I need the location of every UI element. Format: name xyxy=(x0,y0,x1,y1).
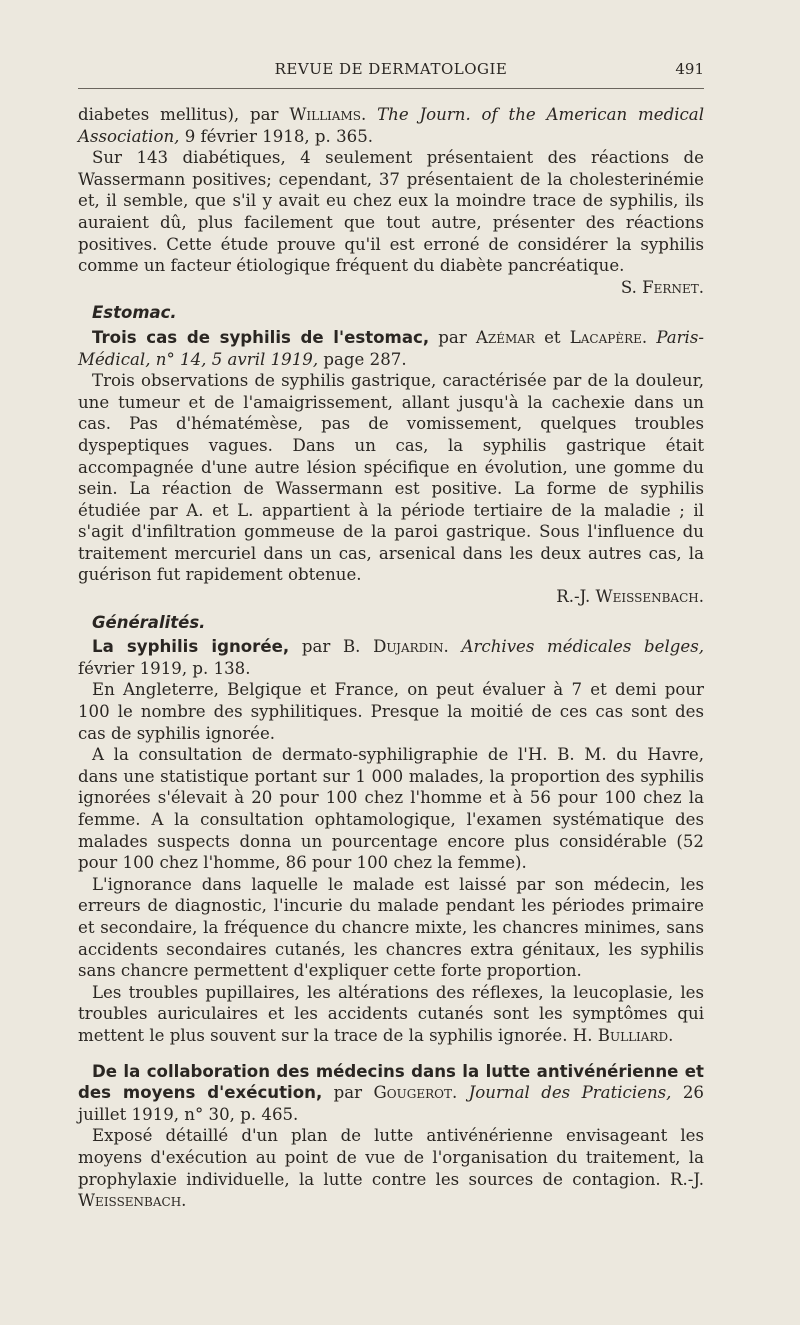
page-header xyxy=(78,58,704,89)
entry-citation xyxy=(78,1061,704,1126)
signature xyxy=(78,586,704,608)
citation-by: par xyxy=(289,637,343,657)
intro-abstract xyxy=(78,147,704,277)
citation-by: par xyxy=(322,1083,374,1103)
entry-ref: page 287. xyxy=(318,349,407,369)
section-heading-generalites: Généralités. xyxy=(92,612,206,632)
section-heading-estomac: Estomac. xyxy=(92,303,177,323)
entry-author: Azémar xyxy=(475,327,535,347)
entry-abstract-final xyxy=(78,1125,704,1211)
entry-journal: Archives médicales belges, xyxy=(461,637,704,657)
citation-text: diabetes mellitus), par xyxy=(78,105,290,124)
entry-paragraph-final xyxy=(78,982,704,1047)
entry-paragraph: L'ignorance dans laquelle le malade est laissé par son médecin, les erreurs de diagnostic, l'incurie du malade pendant les périodes primaire et secondaire, la fréquence du chancre mixte, les chancres minimes, sans accidents secondaires cutanés, les chancres extra génitaux, les syphilis sans chancre permettent d'expliquer cette forte proportion. xyxy=(78,874,704,981)
citation-author: Williams xyxy=(289,105,361,124)
entry-abstract: Trois observations de syphilis gastrique, caractérisée par de la douleur, une tumeur et de l'amaigrissement, allant jusqu'à la cachexie dans un cas. Pas d'hématémèse, pas de vomissement, quelques troubles dyspeptiques vagues. Dans un cas, la syphilis gastrique était accompagnée d'une autre lésion spécifique en évolution, une gomme du sein. La réaction de Wassermann est positive. La forme de syphilis étudiée par A. et L. appartient à la période tertiaire de la maladie ; il s'agit d'infiltration gommeuse de la paroi gastrique. Sous l'influence du traitement mercuriel dans un cas, arsenical dans les deux autres cas, la guérison fut rapidement obtenue. xyxy=(78,371,704,585)
entry-paragraph: En Angleterre, Belgique et France, on peut évaluer à 7 et demi pour 100 le nombre des syphilitiques. Presque la moitié de ces cas sont des cas de syphilis ignorée. xyxy=(78,680,704,743)
signature-text: S. Fernet. xyxy=(620,277,704,297)
entry-author: Gougerot xyxy=(373,1083,452,1103)
entry-title: Trois cas de syphilis de l'estomac, xyxy=(92,327,430,347)
entry-ref: 26 juillet 1919, n° 30, p. 465. xyxy=(78,1083,704,1124)
abstract-text: Sur 143 diabétiques, 4 seulement présentaient des réactions de Wassermann positives; cependant, 37 présentaient de la cholesterinémie et, il semble, que s'il y avait eu chez eux la moindre trace de syphilis, ils auraient dû, plus facilement que tout autre, présenter des réactions positives. Cette étude prouve qu'il est erroné de considérer la syphilis comme un facteur étiologique fréquent du diabète pancréatique. xyxy=(78,148,704,276)
entry-title: La syphilis ignorée, xyxy=(92,637,290,657)
signature-text: R.-J. Weissenbach. xyxy=(556,587,704,607)
spacer xyxy=(78,1047,704,1061)
entry-author: B. Dujardin xyxy=(342,637,444,657)
citation-by: par xyxy=(429,327,476,347)
citation-sep: . xyxy=(443,637,462,657)
entry-ref: février 1919, p. 138. xyxy=(78,658,251,678)
signature xyxy=(78,277,704,299)
entry-paragraph: A la consultation de dermato-syphiligraphie de l'H. B. M. du Havre, dans une statistique portant sur 1 000 malades, la proportion des syphilis ignorées s'élevait à 20 pour 100 chez l'homme et à 56 pour 100 chez la femme. A la consultation ophtamologique, l'examen systématique des malades suspects donna un pourcentage encore plus considérable (52 pour 100 chez l'homme, 86 pour 100 chez la femme). xyxy=(78,745,704,873)
signature-text: R.-J. Weissenbach. xyxy=(78,1169,704,1211)
paragraph-text: Les troubles pupillaires, les altérations des réflexes, la leucoplasie, les troubles auriculaires et les accidents cutanés sont les symptômes qui mettent le plus souvent sur la trace de la syphilis ignorée. xyxy=(78,982,704,1045)
entry-citation xyxy=(78,327,704,370)
running-title: REVUE DE DERMATOLOGIE xyxy=(274,60,508,78)
entry-citation xyxy=(78,636,704,679)
citation-and: et xyxy=(534,327,570,347)
citation-date: 9 février 1918, p. 365. xyxy=(179,126,374,146)
page-body xyxy=(78,104,704,1212)
abstract-text: Exposé détaillé d'un plan de lutte antivénérienne envisageant les moyens d'exécution au point de vue de l'organisation du traitement, la prophylaxie individuelle, la lutte contre les sources de contagion. xyxy=(78,1126,704,1189)
citation-sep: . xyxy=(641,327,657,347)
entry-journal: Journal des Praticiens, xyxy=(468,1083,672,1103)
citation-journal: The Journ. of the American medical Association, xyxy=(78,105,704,146)
entry-title: De la collaboration des médecins dans la lutte antivénérienne et des moyens d'exécution, xyxy=(78,1061,704,1103)
page-number: 491 xyxy=(675,60,704,78)
signature-text: H. Bulliard. xyxy=(572,1025,674,1045)
continued-citation: diabetes mellitus), par Williams. The Journ. of the American medical Association, 9 février 1918, p. 365. xyxy=(78,105,704,146)
entry-author: Lacapère xyxy=(569,327,642,347)
entry-journal: Paris-Médical, n° 14, 5 avril 1919, xyxy=(78,327,704,369)
citation-sep: . xyxy=(451,1083,469,1103)
